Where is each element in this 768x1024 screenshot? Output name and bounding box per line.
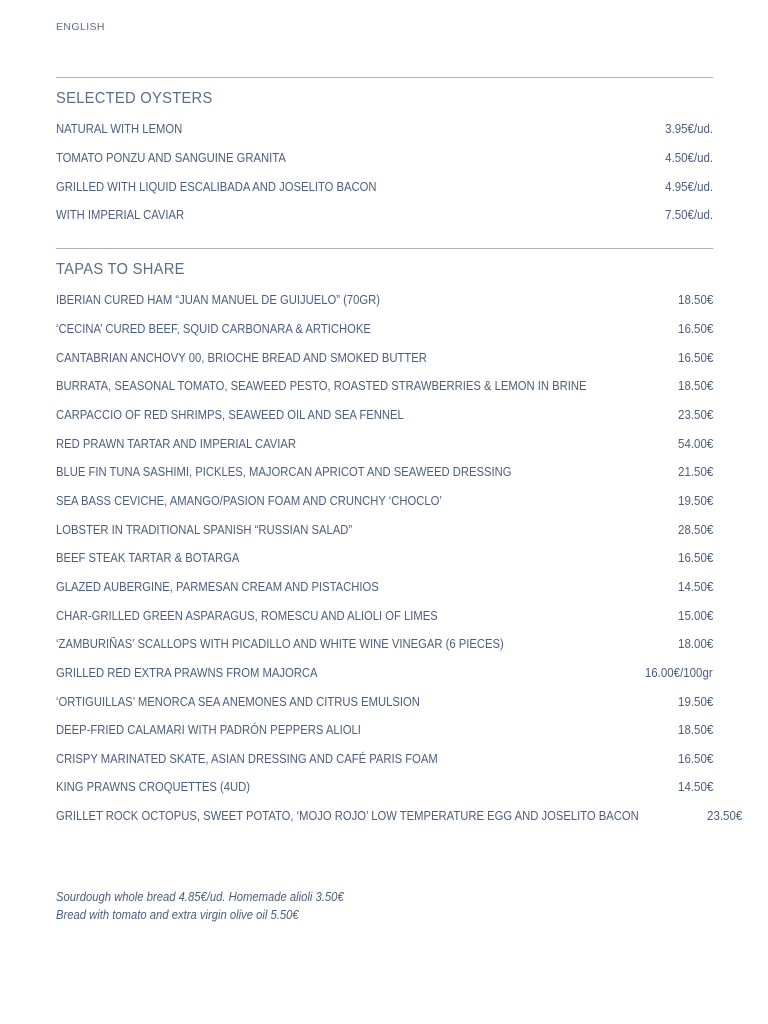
item-price: 21.50€ bbox=[677, 465, 713, 480]
menu-item bbox=[56, 687, 713, 716]
menu-item bbox=[56, 172, 713, 201]
item-name: GRILLED RED EXTRA PRAWNS FROM MAJORCA bbox=[56, 665, 318, 680]
item-name: ‘ORTIGUILLAS’ MENORCA SEA ANEMONES AND CITRUS EMULSION bbox=[56, 694, 420, 709]
menu-item bbox=[56, 201, 713, 230]
menu-item bbox=[56, 802, 742, 831]
menu-item bbox=[56, 573, 713, 602]
menu-item bbox=[56, 458, 713, 487]
item-name: DEEP-FRIED CALAMARI WITH PADRÓN PEPPERS ALIOLI bbox=[56, 723, 361, 738]
item-price: 23.50€ bbox=[706, 809, 742, 824]
item-name: BLUE FIN TUNA SASHIMI, PICKLES, MAJORCAN APRICOT AND SEAWEED DRESSING bbox=[56, 465, 512, 480]
section-title-oysters: SELECTED OYSTERS bbox=[56, 90, 213, 107]
menu-item bbox=[56, 601, 713, 630]
item-price: 18.50€ bbox=[677, 379, 713, 394]
item-price: 19.50€ bbox=[677, 694, 713, 709]
item-price: 4.50€/ud. bbox=[665, 150, 713, 165]
item-price: 16.50€ bbox=[677, 321, 713, 336]
menu-item bbox=[56, 515, 713, 544]
item-name: CRISPY MARINATED SKATE, ASIAN DRESSING AND CAFÉ PARIS FOAM bbox=[56, 751, 438, 766]
menu-item bbox=[56, 372, 713, 401]
item-name: ‘ZAMBURIÑAS’ SCALLOPS WITH PICADILLO AND WHITE WINE VINEGAR (6 PIECES) bbox=[56, 637, 504, 652]
item-price: 3.95€/ud. bbox=[665, 122, 713, 137]
item-name: CHAR-GRILLED GREEN ASPARAGUS, ROMESCU AND ALIOLI OF LIMES bbox=[56, 608, 438, 623]
oysters-list bbox=[56, 115, 713, 230]
tapas-list bbox=[56, 286, 742, 830]
item-name: GLAZED AUBERGINE, PARMESAN CREAM AND PISTACHIOS bbox=[56, 579, 379, 594]
menu-item bbox=[56, 144, 713, 173]
item-price: 16.00€/100gr bbox=[645, 665, 713, 680]
item-price: 18.50€ bbox=[677, 293, 713, 308]
item-price: 18.50€ bbox=[677, 723, 713, 738]
item-price: 14.50€ bbox=[677, 780, 713, 795]
item-price: 16.50€ bbox=[677, 751, 713, 766]
item-name: IBERIAN CURED HAM “JUAN MANUEL DE GUIJUELO” (70GR) bbox=[56, 293, 380, 308]
item-name: WITH IMPERIAL CAVIAR bbox=[56, 208, 185, 223]
item-price: 7.50€/ud. bbox=[665, 208, 713, 223]
item-price: 54.00€ bbox=[677, 436, 713, 451]
item-price: 15.00€ bbox=[677, 608, 713, 623]
item-name: NATURAL WITH LEMON bbox=[56, 122, 183, 137]
menu-item bbox=[56, 343, 713, 372]
item-price: 16.50€ bbox=[677, 350, 713, 365]
section-divider-oysters bbox=[56, 77, 713, 78]
item-name: ‘CECINA’ CURED BEEF, SQUID CARBONARA & ARTICHOKE bbox=[56, 321, 371, 336]
item-name: LOBSTER IN TRADITIONAL SPANISH “RUSSIAN SALAD” bbox=[56, 522, 353, 537]
menu-item bbox=[56, 315, 713, 344]
item-name: CARPACCIO OF RED SHRIMPS, SEAWEED OIL AND SEA FENNEL bbox=[56, 407, 404, 422]
item-name: TOMATO PONZU AND SANGUINE GRANITA bbox=[56, 150, 286, 165]
item-name: SEA BASS CEVICHE, AMANGO/PASION FOAM AND CRUNCHY ‘CHOCLO’ bbox=[56, 493, 442, 508]
menu-item bbox=[56, 544, 713, 573]
menu-item bbox=[56, 401, 713, 430]
menu-item bbox=[56, 115, 713, 144]
menu-item bbox=[56, 487, 713, 516]
section-divider-tapas bbox=[56, 248, 713, 249]
menu-item bbox=[56, 286, 713, 315]
item-name: GRILLED WITH LIQUID ESCALIBADA AND JOSELITO BACON bbox=[56, 179, 377, 194]
language-label[interactable]: ENGLISH bbox=[56, 21, 105, 33]
menu-item bbox=[56, 773, 713, 802]
menu-item bbox=[56, 659, 713, 688]
item-price: 23.50€ bbox=[677, 407, 713, 422]
item-price: 16.50€ bbox=[677, 551, 713, 566]
item-name: KING PRAWNS CROQUETTES (4UD) bbox=[56, 780, 250, 795]
section-title-tapas: TAPAS TO SHARE bbox=[56, 261, 185, 278]
item-name: GRILLET ROCK OCTOPUS, SWEET POTATO, ‘MOJO ROJO’ LOW TEMPERATURE EGG AND JOSELITO BACON bbox=[56, 809, 639, 824]
item-price: 19.50€ bbox=[677, 493, 713, 508]
footnote-bread: Sourdough whole bread 4.85€/ud. Homemade alioli 3.50€ bbox=[56, 890, 344, 904]
menu-item bbox=[56, 429, 713, 458]
menu-item bbox=[56, 716, 713, 745]
item-price: 14.50€ bbox=[677, 579, 713, 594]
menu-item bbox=[56, 630, 713, 659]
item-price: 18.00€ bbox=[677, 637, 713, 652]
item-name: RED PRAWN TARTAR AND IMPERIAL CAVIAR bbox=[56, 436, 297, 451]
menu-item bbox=[56, 745, 713, 774]
footnote-tomato-bread: Bread with tomato and extra virgin olive oil 5.50€ bbox=[56, 908, 299, 922]
item-name: BEEF STEAK TARTAR & BOTARGA bbox=[56, 551, 240, 566]
item-price: 28.50€ bbox=[677, 522, 713, 537]
item-name: BURRATA, SEASONAL TOMATO, SEAWEED PESTO, ROASTED STRAWBERRIES & LEMON IN BRINE bbox=[56, 379, 587, 394]
item-price: 4.95€/ud. bbox=[665, 179, 713, 194]
item-name: CANTABRIAN ANCHOVY 00, BRIOCHE BREAD AND SMOKED BUTTER bbox=[56, 350, 427, 365]
